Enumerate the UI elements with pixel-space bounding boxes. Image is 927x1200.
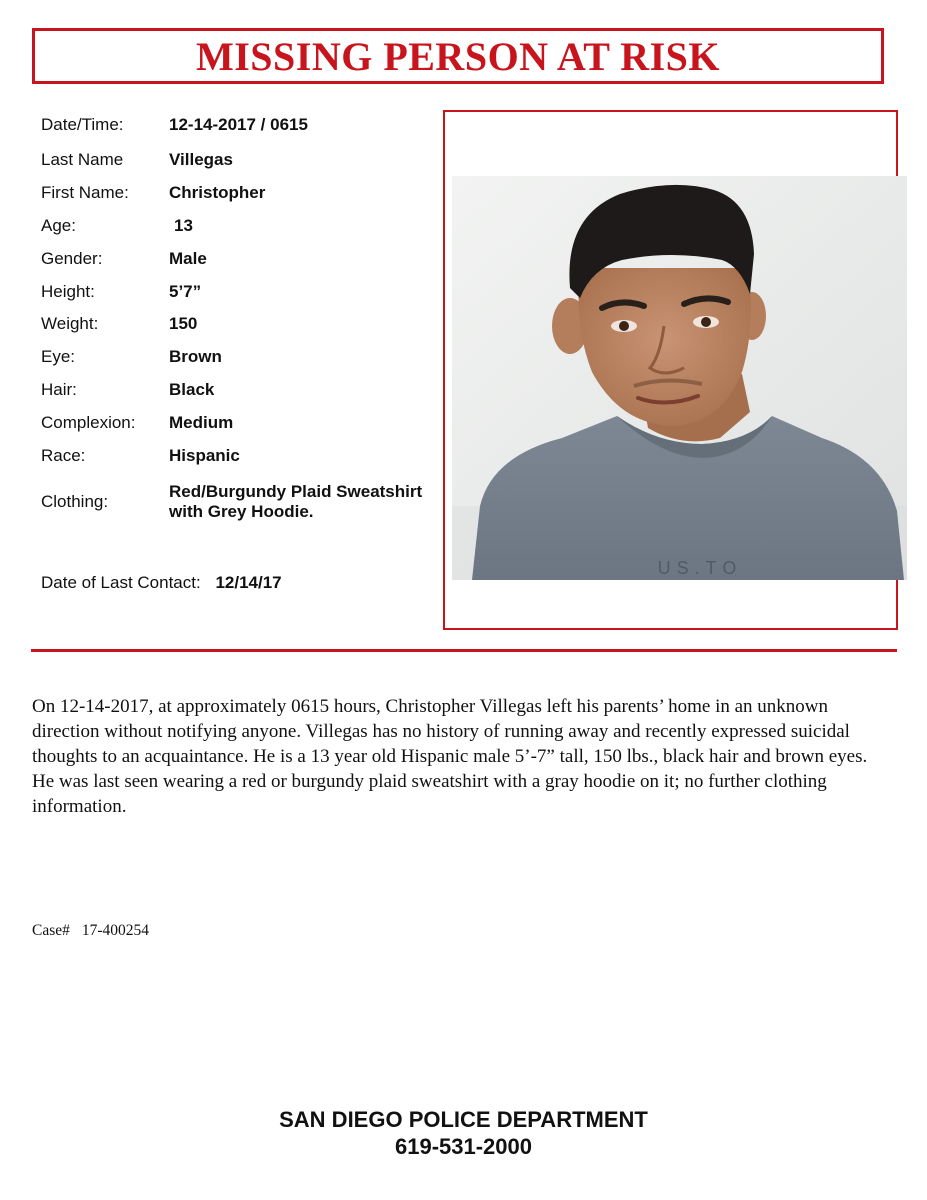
- footer: [0, 1106, 927, 1160]
- field-label: Gender:: [41, 249, 103, 268]
- field-label: Weight:: [41, 314, 99, 333]
- last-contact-value: 12/14/17: [215, 573, 282, 592]
- field-value: Hispanic: [169, 446, 240, 465]
- field-label: Height:: [41, 282, 95, 301]
- case-number-value: 17-400254: [81, 922, 150, 939]
- field-label: Last Name: [41, 150, 124, 169]
- field-value: 13: [174, 216, 193, 235]
- case-label: Case#: [32, 922, 70, 939]
- field-value: Black: [169, 380, 215, 399]
- field-value: 5’7”: [169, 282, 202, 301]
- field-label: Hair:: [41, 380, 77, 399]
- missing-person-photo: [452, 176, 907, 580]
- field-label: Race:: [41, 446, 86, 465]
- field-value: 150: [169, 314, 198, 333]
- field-value: Red/Burgundy Plaid Sweatshirt with Grey Hoodie.: [169, 482, 423, 521]
- portrait-illustration: [452, 176, 907, 580]
- field-value: Male: [169, 249, 207, 268]
- field-value: Villegas: [169, 150, 233, 169]
- field-value: Brown: [169, 347, 222, 366]
- field-label: Age:: [41, 216, 76, 235]
- section-divider: [31, 649, 897, 652]
- title-banner: [32, 28, 884, 84]
- case-number: [32, 922, 149, 940]
- field-label: Eye:: [41, 347, 76, 366]
- field-label: Clothing:: [41, 492, 109, 511]
- field-value: 12-14-2017 / 0615: [169, 115, 308, 134]
- field-value: Christopher: [169, 183, 266, 202]
- field-label: Date/Time:: [41, 115, 124, 134]
- shirt-print: US.TO: [657, 558, 743, 578]
- field-label: Complexion:: [41, 413, 136, 432]
- department-phone: 619-531-2000: [394, 1134, 532, 1159]
- department-name: SAN DIEGO POLICE DEPARTMENT: [279, 1107, 648, 1132]
- last-contact-label: Date of Last Contact:: [41, 573, 201, 592]
- field-value: Medium: [169, 413, 234, 432]
- page-title: MISSING PERSON AT RISK: [195, 33, 721, 79]
- incident-narrative: On 12-14-2017, at approximately 0615 hours, Christopher Villegas left his parents’ home in an unknown direction without notifying anyone. Villegas has no history of running away and recently expressed suicidal thoughts to an acquaintance. He is a 13 year old Hispanic male 5’-7” tall, 150 lbs., black hair and brown eyes. He was last seen wearing a red or burgundy plaid sweatshirt with a gray hoodie on it; no further clothing information.: [32, 696, 868, 817]
- field-label: First Name:: [41, 183, 129, 202]
- last-contact: [41, 573, 282, 593]
